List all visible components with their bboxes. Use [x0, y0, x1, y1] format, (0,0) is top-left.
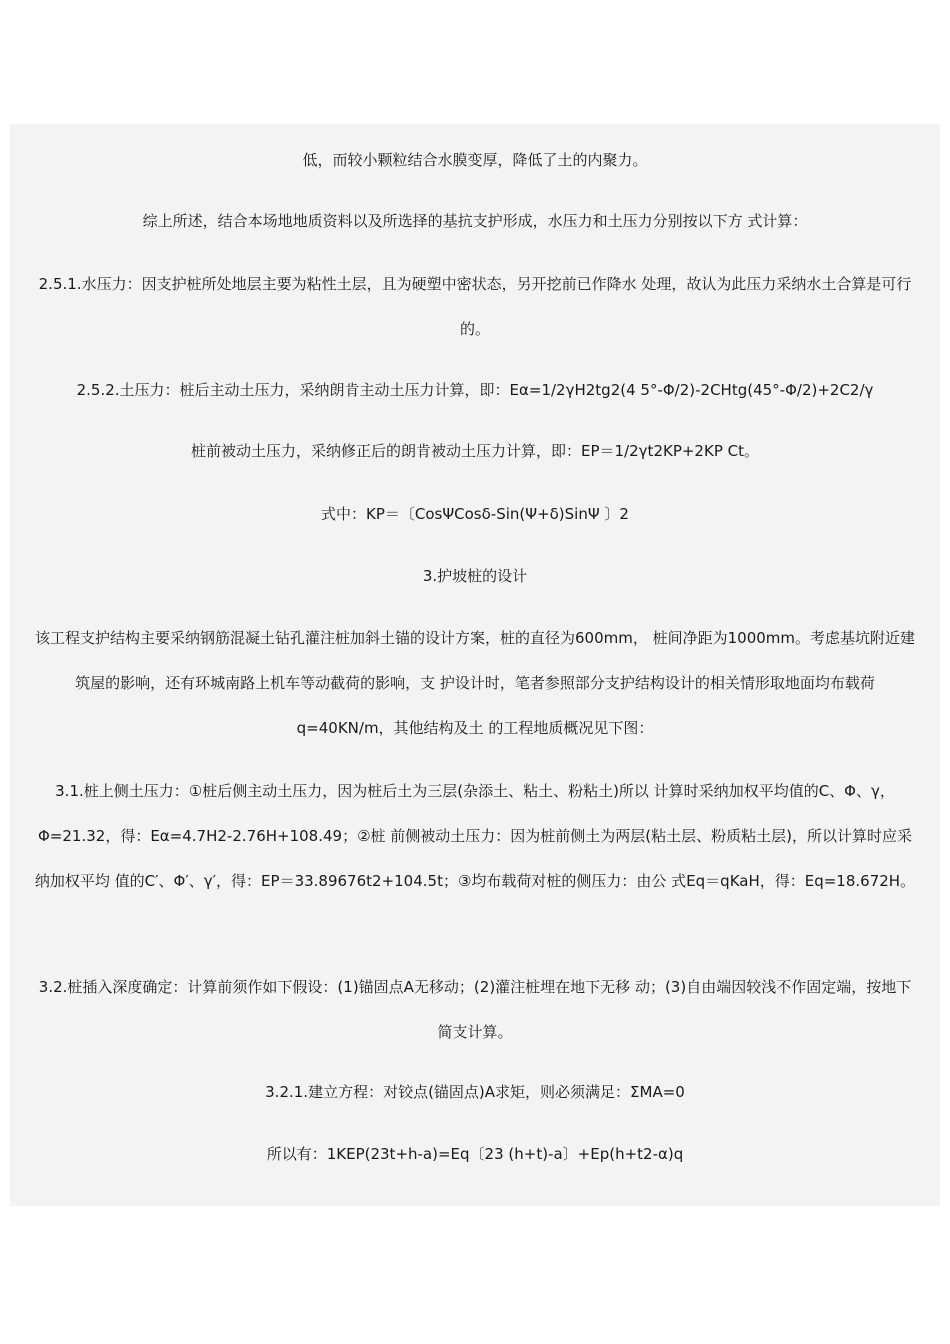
paragraph-2: 综上所述，结合本场地地质资料以及所选择的基抗支护形成，水压力和土压力分别按以下方 式计算：	[142, 212, 808, 230]
paragraph-8: 3.1.桩上侧土压力：①桩后侧主动土压力，因为桩后土为三层(杂添土、粘土、粉粘土)所以 计算时采纳加权平均值的C、Φ、γ，Φ=21.32，得：Eα=4.7H2-2.76H+108.49；②桩 前侧被动土压力：因为桩前侧土为两层(粘土层、粉质粘土层)，所以计算时应采纳加权平均 值的C′、Φ′、γ′，得：EP＝33.89676t2+104.5t；③均布载荷对桩的侧压力：由公 式Eq＝qKaH，得：Eq=18.672H。	[34, 782, 916, 890]
paragraph-5: 桩前被动土压力，采纳修正后的朗肯被动土压力计算，即：EP＝1/2γt2KP+2KP Ct。	[191, 442, 759, 460]
paragraph-9: 3.2.桩插入深度确定：计算前须作如下假设：(1)锚固点A无移动；(2)灌注桩埋在地下无移 动；(3)自由端因较浅不作固定端，按地下简支计算。	[38, 978, 912, 1041]
paragraph-3: 2.5.1.水压力：因支护桩所处地层主要为粘性土层，且为硬塑中密状态，另开挖前已作降水 处理，故认为此压力采纳水土合算是可行的。	[38, 275, 912, 338]
paragraph-4: 2.5.2.土压力：桩后主动土压力，采纳朗肯主动土压力计算，即：Eα=1/2γH2tg2(4 5°-Φ/2)-2CHtg(45°-Φ/2)+2C2/γ	[76, 381, 874, 399]
paragraph-6: 式中：KP＝〔CosΨCosδ-Sin(Ψ+δ)SinΨ 〕2	[321, 505, 629, 523]
section-heading-3: 3.护坡桩的设计	[422, 567, 528, 585]
paragraph-7: 该工程支护结构主要采纳钢筋混凝土钻孔灌注桩加斜土锚的设计方案，桩的直径为600mm， 桩间净距为1000mm。考虑基坑附近建筑屋的影响，还有环城南路上机车等动截荷的影响，支 护设计时，笔者参照部分支护结构设计的相关情形取地面均布载荷q=40KN/m，其他结构及土 的工程地质概况见下图：	[34, 629, 916, 737]
paragraph-11: 所以有：1KEP(23t+h-a)=Eq〔23 (h+t)-a〕+Ep(h+t2-α)q	[266, 1145, 684, 1163]
paragraph-1: 低，而较小颗粒结合水膜变厚，降低了土的内聚力。	[302, 151, 648, 169]
document-page	[10, 124, 940, 1206]
paragraph-10: 3.2.1.建立方程：对铰点(锚固点)A求矩，则必须满足：ΣMA=0	[265, 1083, 685, 1101]
